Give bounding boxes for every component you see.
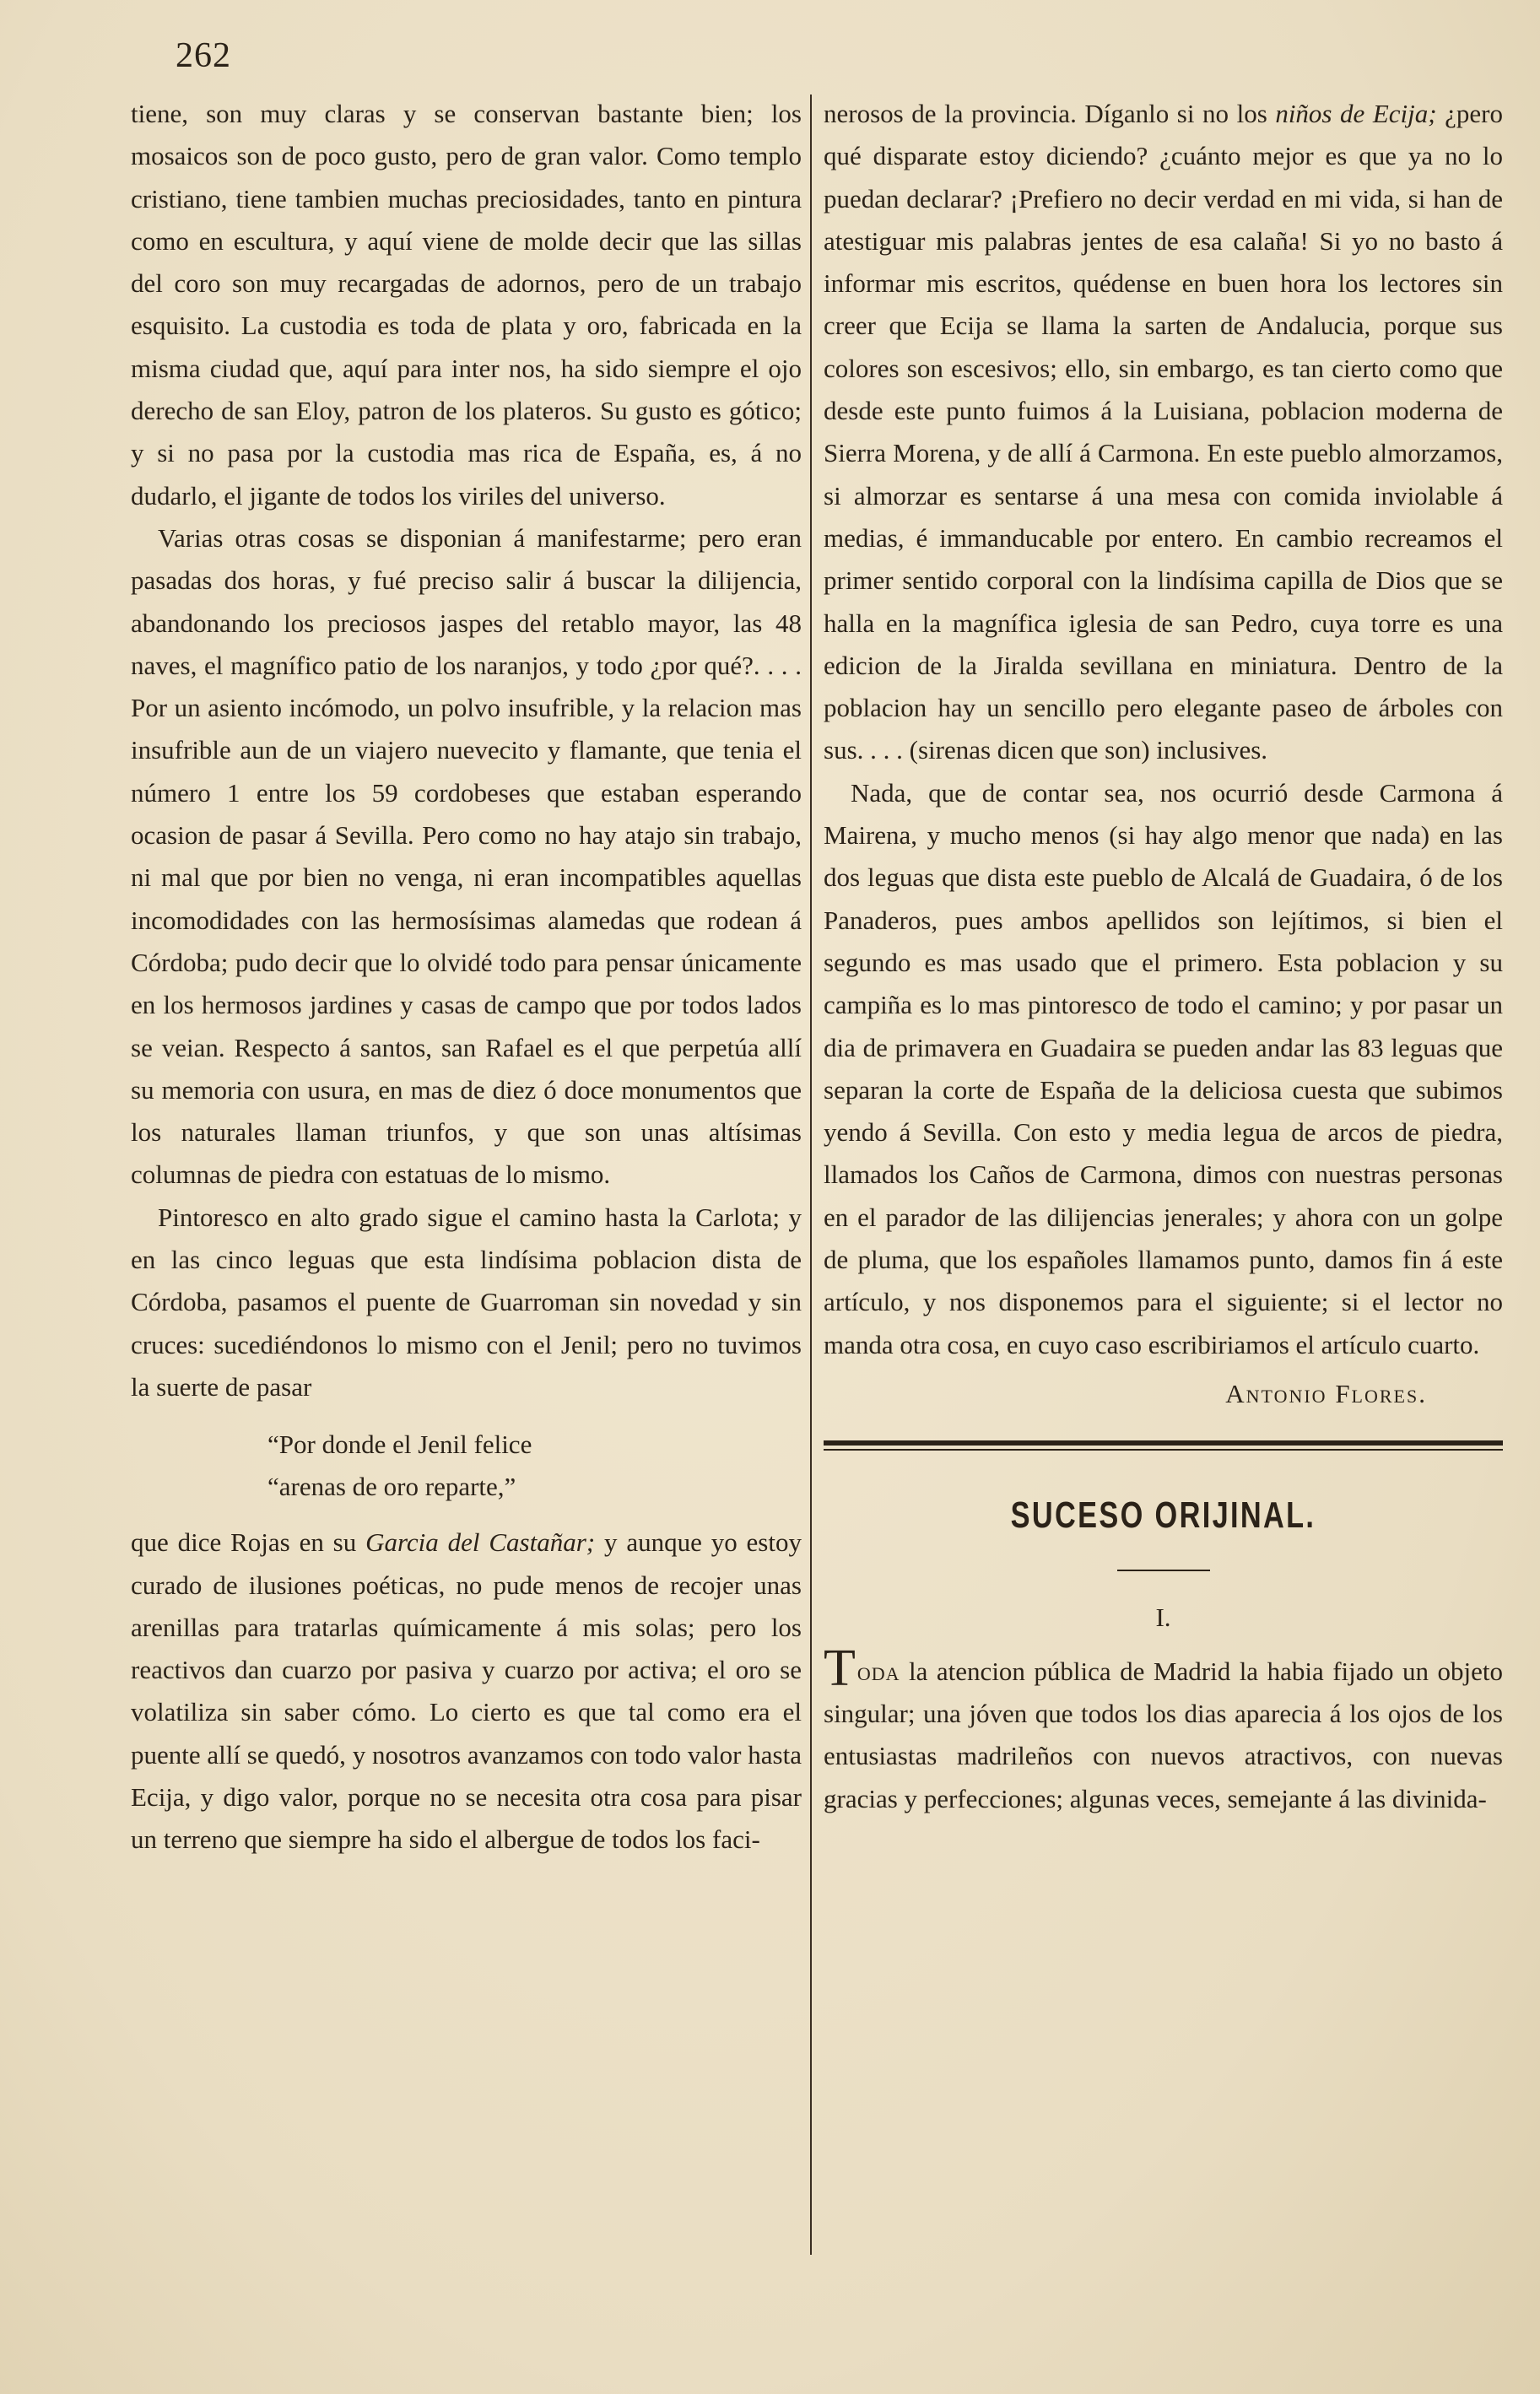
column-divider <box>810 95 812 2255</box>
paragraph: Nada, que de contar sea, nos ocurrió desde Carmona á Mairena, y mucho menos (si hay algo menor que nada) en las dos leguas que dista este pueblo de Alcalá de Guadaira, ó de los Panaderos, pues ambos apellidos son lejítimos, si bien el segundo es mas usado que el primero. Esta poblacion y su campiña es lo mas pintoresco de todo el camino; y por pasar un dia de primavera en Guadaira se pueden andar las 83 leguas que separan la corte de España de la deliciosa cuesta que subimos yendo á Sevilla. Con esto y media legua de arcos de piedra, llamados los Caños de Carmona, dimos con nuestras personas en el parador de las dilijencias jenerales; y ahora con un golpe de pluma, que los españoles llamamos punto, damos fin á este artículo, y nos disponemos para el siguiente; si el lector no manda otra cosa, en cuyo caso escribiriamos el artículo cuarto. <box>824 777 1503 1359</box>
section-title: SUCESO ORIJINAL. <box>1010 1494 1316 1537</box>
section-rule <box>824 1440 1503 1451</box>
smallcaps-run: oda <box>856 1656 900 1686</box>
left-column <box>131 93 802 1862</box>
book-title: Garcia del Castañar; <box>365 1527 596 1558</box>
rule-thick <box>824 1440 1503 1446</box>
drop-cap: T <box>824 1639 856 1697</box>
paragraph <box>824 1639 1503 1820</box>
text-run: nerosos de la provincia. Díganlo si no los <box>824 99 1276 128</box>
paragraph <box>824 93 1503 772</box>
right-column <box>824 93 1503 1820</box>
paragraph: tiene, son muy claras y se conservan bastante bien; los mosaicos son de poco gusto, pero de gran valor. Como templo cristiano, tiene tambien muchas preciosidades, tanto en pintura como en escultura, y aquí viene de molde decir que las sillas del coro son muy recargadas de adornos, pero de un trabajo esquisito. La custodia es toda de plata y oro, fabricada en la misma ciudad que, aquí para inter nos, ha sido siempre el ojo derecho de san Eloy, patron de los plateros. Su gusto es gótico; y si no pasa por la custodia mas rica de España, es, á no dudarlo, el jigante de todos los viriles del universo. <box>131 99 802 511</box>
paragraph: Pintoresco en alto grado sigue el camino hasta la Carlota; y en las cinco leguas que esta lindísima poblacion dista de Córdoba, pasamos el puente de Guarroman sin novedad y sin cruces: sucediéndonos lo mismo con el Jenil; pero no tuvimos la suerte de pasar <box>131 1202 802 1402</box>
text-run: la atencion pública de Madrid la habia fijado un objeto singular; una jóven que todos los dias aparecia á los ojos de los entusiastas madrileños con nuevos atractivos, con nuevas gracias y perfecciones; algunas veces, semejante á las divinida- <box>824 1656 1503 1813</box>
verse-line: “Por donde el Jenil felice <box>267 1429 532 1460</box>
page-number: 262 <box>176 36 231 75</box>
italic-phrase: niños de Ecija; <box>1275 99 1437 128</box>
chapter-number: I. <box>1155 1602 1171 1632</box>
verse-line: “arenas de oro reparte,” <box>267 1472 516 1502</box>
author-signature: Antonio Flores. <box>1225 1378 1427 1408</box>
text-run: que dice Rojas en su <box>131 1527 366 1558</box>
text-run: ¿pero qué disparate estoy diciendo? ¿cuánto mejor es que ya no lo puedan declarar? ¡Prefiero no decir verdad en mi vida, si han de atestiguar mis palabras jentes de esa calaña! Si yo no basto á informar mis escritos, quédense en buen hora los lectores sin creer que Ecija se llama la sarten de Andalucia, porque sus colores son escesivos; ello, sin embargo, es tan cierto como que desde este punto fuimos á la Luisiana, poblacion moderna de Sierra Morena, y de allí á Carmona. En este pueblo almorzamos, si almorzar es sentarse á una mesa con comida inviolable á medias, é immanducable por entero. En cambio recreamos el primer sentido corporal con la lindísima capilla de Dios que se halla en la magnífica iglesia de san Pedro, cuya torre es una edicion de la Jiralda sevillana en miniatura. Dentro de la poblacion hay un sencillo pero elegante paseo de árboles con sus. . . . (sirenas dicen que son) inclusives. <box>824 99 1504 765</box>
short-rule <box>1117 1570 1210 1571</box>
text-run: y aunque yo estoy curado de ilusiones poéticas, no pude menos de recojer unas arenillas para tratarlas químicamente á mis solas; pero los reactivos dan cuarzo por pasiva y cuarzo por activa; el oro se volatiliza sin saber cómo. Lo cierto es que tal como era el puente allí se quedó, y nosotros avanzamos con todo valor hasta Ecija, y digo valor, porque no se necesita otra cosa para pisar un terreno que siempre ha sido el albergue de todos los faci- <box>131 1527 802 1855</box>
verse-quote <box>131 1424 802 1508</box>
paragraph <box>131 1521 802 1861</box>
paragraph: Varias otras cosas se disponian á manifestarme; pero eran pasadas dos horas, y fué preciso salir á buscar la dilijencia, abandonando los preciosos jaspes del retablo mayor, las 48 naves, el magnífico patio de los naranjos, y todo ¿por qué?. . . . Por un asiento incómodo, un polvo insufrible, y la relacion mas insufrible aun de un viajero nuevecito y flamante, que tenia el número 1 entre los 59 cordobeses que estaban esperando ocasion de pasar á Sevilla. Pero como no hay atajo sin trabajo, ni mal que por bien no venga, ni eran incompatibles aquellas incomodidades con las hermosísimas alamedas que rodean á Córdoba; pudo decir que lo olvidé todo para pensar únicamente en los hermosos jardines y casas de campo que por todos lados se veian. Respecto á santos, san Rafael es el que perpetúa allí su memoria con usura, en mas de diez ó doce monumentos que los naturales llaman triunfos, y que son unas altísimas columnas de piedra con estatuas de lo mismo. <box>131 522 802 1190</box>
rule-thin <box>824 1449 1503 1451</box>
